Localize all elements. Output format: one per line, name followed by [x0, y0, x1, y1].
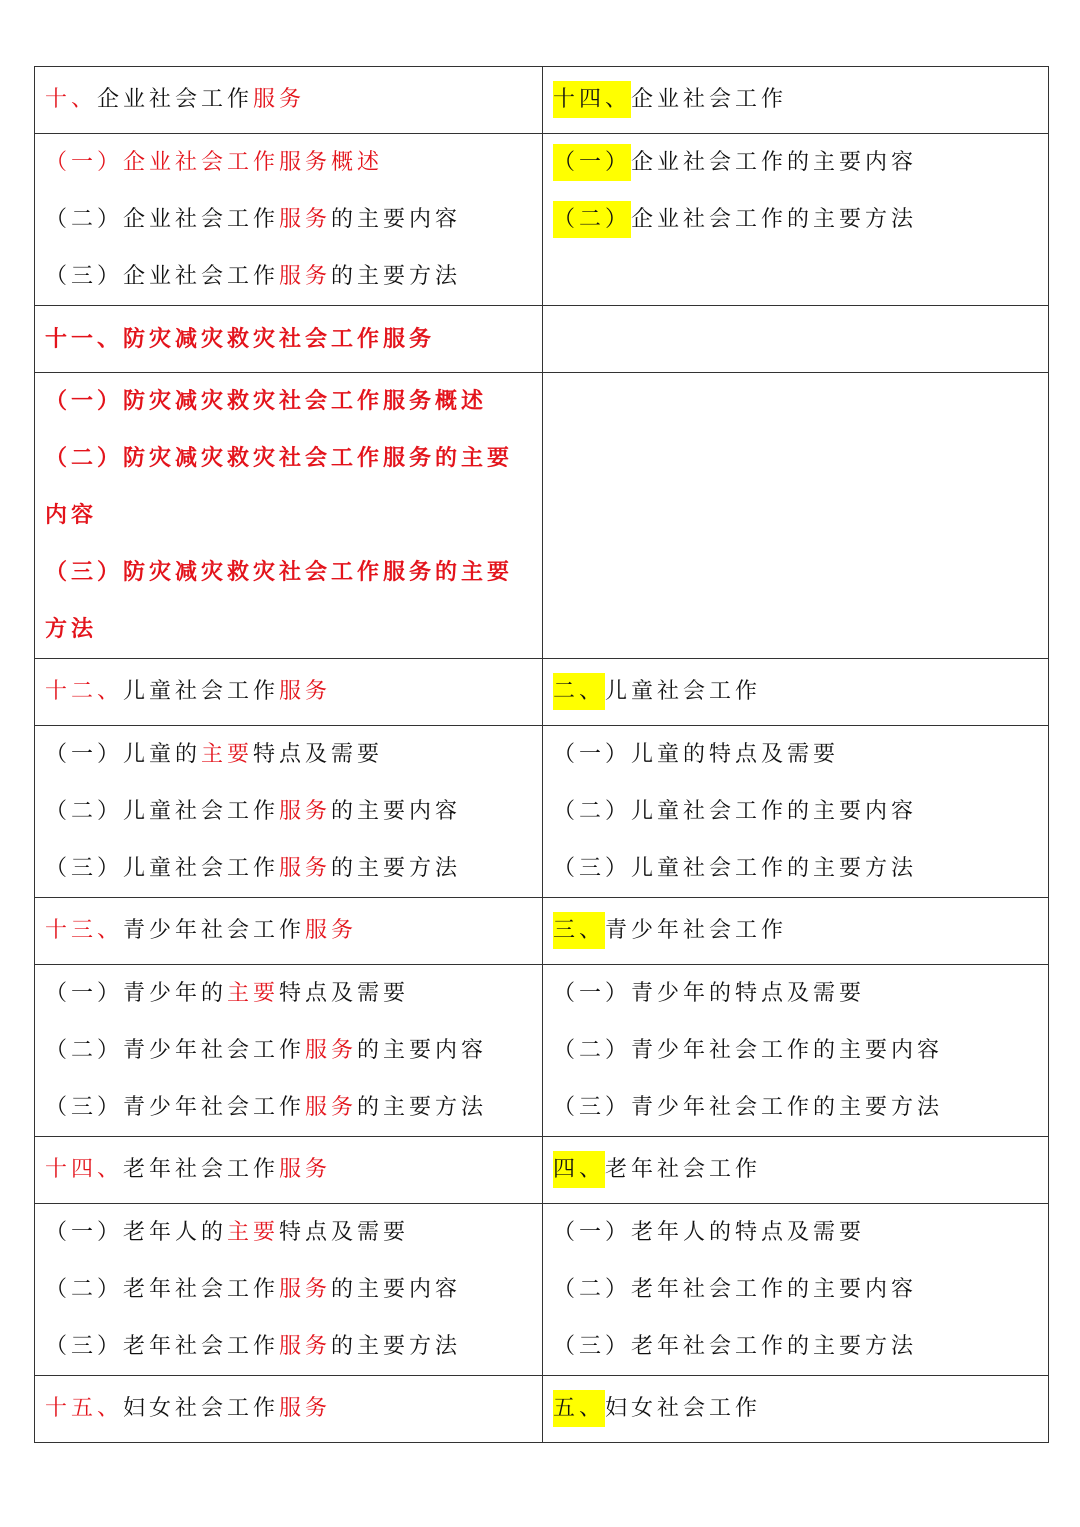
right-heading — [553, 67, 1038, 133]
list-item: （一）老年人的特点及需要 — [553, 1220, 866, 1245]
item-red-text: 服务 — [279, 799, 332, 824]
heading-red-text: 服务 — [279, 1396, 332, 1421]
item-text: （三）儿童社会工作 — [45, 856, 280, 881]
list-item: （三）老年社会工作的主要方法 — [553, 1334, 918, 1359]
item-text: 的主要内容 — [331, 207, 462, 232]
list-item — [553, 134, 1038, 191]
left-heading-cell — [35, 1376, 543, 1443]
heading-red-text: 服务 — [253, 87, 306, 112]
item-text: （二）老年社会工作 — [45, 1277, 280, 1302]
item-text: 的主要方法 — [357, 1095, 488, 1120]
list-item: （三）防灾减灾救灾社会工作服务的主要方法 — [45, 559, 514, 642]
right-heading-cell — [543, 67, 1049, 134]
list-item: （二）防灾减灾救灾社会工作服务的主要内容 — [45, 445, 514, 528]
heading-number: 十、 — [45, 87, 98, 112]
list-item — [45, 191, 532, 248]
list-item — [45, 1318, 532, 1375]
list-item — [45, 965, 532, 1022]
table-row-items — [35, 726, 1049, 898]
item-text: 特点及需要 — [279, 981, 410, 1006]
table-row-items — [35, 373, 1049, 659]
item-number-highlighted: （一） — [553, 144, 631, 181]
list-item — [45, 1204, 532, 1261]
heading-number: 十五、 — [45, 1396, 124, 1421]
left-heading-cell — [35, 659, 543, 726]
heading-number-highlighted: 五、 — [553, 1390, 605, 1427]
heading-text: 企业社会工作 — [631, 87, 788, 112]
table-row-items — [35, 134, 1049, 306]
heading-red-text: 服务 — [279, 679, 332, 704]
left-heading-cell — [35, 1137, 543, 1204]
list-item: （二）老年社会工作的主要内容 — [553, 1277, 918, 1302]
left-heading-cell — [35, 306, 543, 373]
right-items-cell — [543, 726, 1049, 898]
item-text: 的主要方法 — [331, 856, 462, 881]
left-heading — [45, 898, 532, 964]
item-text: （一）儿童的 — [45, 742, 202, 767]
left-heading-cell — [35, 898, 543, 965]
table-row-heading — [35, 1376, 1049, 1443]
item-red-text: 服务 — [279, 1334, 332, 1359]
right-items-cell — [543, 965, 1049, 1137]
item-number-highlighted: （二） — [553, 201, 631, 238]
heading-number: 十二、 — [45, 679, 124, 704]
heading-number: 十三、 — [45, 918, 124, 943]
left-heading — [45, 67, 532, 133]
item-text: 的主要内容 — [331, 1277, 462, 1302]
right-heading — [553, 898, 1038, 964]
list-item — [45, 248, 532, 305]
left-heading: 十一、防灾减灾救灾社会工作服务 — [45, 326, 436, 352]
heading-text: 儿童社会工作 — [605, 679, 762, 704]
item-text: （三）企业社会工作 — [45, 264, 280, 289]
list-item: （二）青少年社会工作的主要内容 — [553, 1038, 944, 1063]
item-text: （二）青少年社会工作 — [45, 1038, 306, 1063]
item-text: 的主要内容 — [331, 799, 462, 824]
right-items-cell — [543, 134, 1049, 306]
heading-text: 老年社会工作 — [605, 1157, 762, 1182]
list-item: （一）防灾减灾救灾社会工作服务概述 — [45, 388, 488, 414]
item-red-text: 服务 — [305, 1095, 358, 1120]
left-items-cell — [35, 373, 543, 659]
item-red-text: 主要 — [201, 742, 254, 767]
comparison-table — [34, 66, 1049, 1443]
table-row-items — [35, 1204, 1049, 1376]
heading-text: 企业社会工作 — [97, 87, 254, 112]
heading-text: 老年社会工作 — [123, 1157, 280, 1182]
heading-text: 青少年社会工作 — [605, 918, 788, 943]
heading-number-highlighted: 二、 — [553, 673, 605, 710]
list-item: （二）儿童社会工作的主要内容 — [553, 799, 918, 824]
list-item: （三）青少年社会工作的主要方法 — [553, 1095, 944, 1120]
left-items-cell — [35, 726, 543, 898]
item-text: 企业社会工作的主要方法 — [631, 207, 918, 232]
left-heading — [45, 1376, 532, 1442]
right-heading-cell — [543, 898, 1049, 965]
list-item — [45, 726, 532, 783]
item-text: 企业社会工作的主要内容 — [631, 150, 918, 175]
list-item — [45, 1022, 532, 1079]
left-items-cell — [35, 134, 543, 306]
right-heading — [553, 1137, 1038, 1203]
list-item: （一）儿童的特点及需要 — [553, 742, 840, 767]
right-empty-cell — [543, 306, 1049, 373]
item-red-text: 主要 — [227, 981, 280, 1006]
item-text: （三）老年社会工作 — [45, 1334, 280, 1359]
list-item — [553, 191, 1038, 248]
list-item — [45, 783, 532, 840]
item-text: （三）青少年社会工作 — [45, 1095, 306, 1120]
heading-text: 儿童社会工作 — [123, 679, 280, 704]
list-item: （三）儿童社会工作的主要方法 — [553, 856, 918, 881]
table-row-heading — [35, 67, 1049, 134]
left-heading — [45, 1137, 532, 1203]
list-item — [45, 1261, 532, 1318]
item-text: （二）儿童社会工作 — [45, 799, 280, 824]
item-red-text: 服务 — [279, 856, 332, 881]
heading-text: 青少年社会工作 — [123, 918, 306, 943]
item-text: （一）老年人的 — [45, 1220, 228, 1245]
table-row-heading — [35, 1137, 1049, 1204]
right-heading-cell — [543, 1137, 1049, 1204]
table-row-heading — [35, 659, 1049, 726]
heading-number-highlighted: 十四、 — [553, 81, 631, 118]
left-heading-cell — [35, 67, 543, 134]
left-items-cell — [35, 1204, 543, 1376]
table-row-heading — [35, 898, 1049, 965]
left-heading — [45, 659, 532, 725]
list-item — [45, 1079, 532, 1136]
heading-text: 妇女社会工作 — [605, 1396, 762, 1421]
item-text: 特点及需要 — [253, 742, 384, 767]
item-red-text: 服务 — [279, 264, 332, 289]
left-items-cell — [35, 965, 543, 1137]
item-text: 特点及需要 — [279, 1220, 410, 1245]
item-text: 的主要方法 — [331, 1334, 462, 1359]
item-red-text: 服务 — [305, 1038, 358, 1063]
list-item: （一）青少年的特点及需要 — [553, 981, 866, 1006]
heading-text: 妇女社会工作 — [123, 1396, 280, 1421]
item-red-text: 主要 — [227, 1220, 280, 1245]
right-heading-cell — [543, 1376, 1049, 1443]
right-empty-cell — [543, 373, 1049, 659]
right-heading — [553, 1376, 1038, 1442]
table-row-items — [35, 965, 1049, 1137]
item-text: 的主要内容 — [357, 1038, 488, 1063]
heading-number: 十四、 — [45, 1157, 124, 1182]
item-text: （一）青少年的 — [45, 981, 228, 1006]
list-item — [45, 840, 532, 897]
right-heading-cell — [543, 659, 1049, 726]
item-text: 的主要方法 — [331, 264, 462, 289]
heading-number-highlighted: 三、 — [553, 912, 605, 949]
heading-number-highlighted: 四、 — [553, 1151, 605, 1188]
right-items-cell — [543, 1204, 1049, 1376]
right-heading — [553, 659, 1038, 725]
heading-red-text: 服务 — [279, 1157, 332, 1182]
item-text: （二）企业社会工作 — [45, 207, 280, 232]
item-red-text: 服务 — [279, 1277, 332, 1302]
item-red-text: 服务 — [279, 207, 332, 232]
list-item: （一）企业社会工作服务概述 — [45, 150, 384, 175]
table-row-heading — [35, 306, 1049, 373]
heading-red-text: 服务 — [305, 918, 358, 943]
